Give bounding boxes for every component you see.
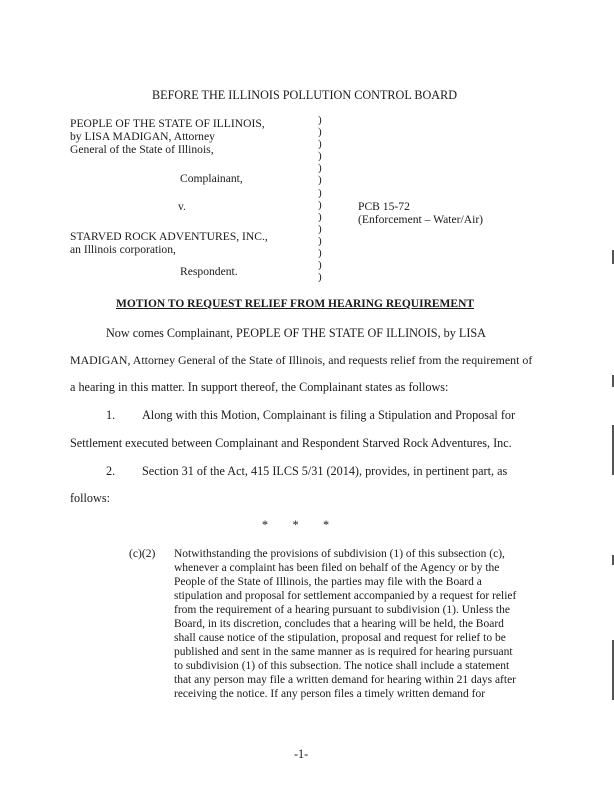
quote-line: receiving the notice. If any person files a timely written demand for xyxy=(174,688,486,700)
caption-paren: ) xyxy=(318,186,322,199)
quote-line: Notwithstanding the provisions of subdivision (1) of this subsection (c), xyxy=(174,548,505,560)
caption-paren: ) xyxy=(318,150,322,163)
motion-title: MOTION TO REQUEST RELIEF FROM HEARING REQUIREMENT xyxy=(116,298,475,310)
quote-line: published and sent in the same manner as is required for hearing pursuant xyxy=(174,646,513,658)
quote-line: Board, in its discretion, concludes that a hearing will be held, the Board xyxy=(174,618,504,630)
paragraph-1-line-2: Settlement executed between Complainant and Respondent Starved Rock Adventures, Inc. xyxy=(70,436,512,450)
case-number: PCB 15-72 xyxy=(358,200,410,213)
paragraph-2-line-2: follows: xyxy=(70,491,110,505)
paragraph-1-number: 1. xyxy=(106,408,116,422)
caption-paren: ) xyxy=(318,114,322,126)
quote-line: to subdivision (1) of this subsection. The notice shall include a statement xyxy=(174,660,510,672)
plaintiff-line-3: General of the State of Illinois, xyxy=(70,143,214,156)
paragraph-1-line-1: Along with this Motion, Complainant is filing a Stipulation and Proposal for xyxy=(142,408,516,422)
caption-paren: ) xyxy=(318,234,322,247)
caption-paren: ) xyxy=(318,174,322,187)
page-number: -1- xyxy=(294,747,309,761)
complainant-label: Complainant, xyxy=(180,172,243,185)
board-title: BEFORE THE ILLINOIS POLLUTION CONTROL BOARD xyxy=(152,88,458,102)
respondent-label: Respondent. xyxy=(180,265,238,278)
caption-paren: ) xyxy=(318,222,322,235)
quote-line: stipulation and proposal for settlement accompanied by a request for relief xyxy=(174,590,517,602)
paragraph-2-number: 2. xyxy=(106,464,116,478)
quote-line: shall cause notice of the stipulation, proposal and request for relief to be xyxy=(174,632,506,644)
defendant-line-1: STARVED ROCK ADVENTURES, INC., xyxy=(70,230,268,243)
caption-paren: ) xyxy=(318,138,322,151)
plaintiff-line-2: by LISA MADIGAN, Attorney xyxy=(70,130,215,143)
versus-label: v. xyxy=(178,200,186,213)
case-type: (Enforcement – Water/Air) xyxy=(358,213,484,226)
intro-line-1: Now comes Complainant, PEOPLE OF THE STATE OF ILLINOIS, by LISA xyxy=(106,326,486,340)
caption-paren: ) xyxy=(318,271,322,284)
caption-paren: ) xyxy=(318,210,322,223)
quote-line: from the requirement of a hearing pursuant to subdivision (1). Unless the xyxy=(174,604,510,616)
caption-paren: ) xyxy=(318,126,322,139)
caption-parentheses xyxy=(318,114,328,283)
caption-paren: ) xyxy=(318,259,322,272)
caption-paren: ) xyxy=(318,247,322,260)
quote-label: (c)(2) xyxy=(129,547,156,560)
intro-line-3: a hearing in this matter. In support thereof, the Complainant states as follows: xyxy=(70,380,449,394)
caption-paren: ) xyxy=(318,162,322,175)
defendant-line-2: an Illinois corporation, xyxy=(70,243,176,256)
plaintiff-line-1: PEOPLE OF THE STATE OF ILLINOIS, xyxy=(70,117,265,130)
quote-line: People of the State of Illinois, the parties may file with the Board a xyxy=(174,576,482,588)
quote-line: that any person may file a written demand for hearing within 21 days after xyxy=(174,674,517,686)
section-asterisks: * * * xyxy=(262,518,330,532)
intro-line-2: MADIGAN, Attorney General of the State of Illinois, and requests relief from the requirement of xyxy=(70,353,533,367)
quote-line: whenever a complaint has been filed on behalf of the Agency or by the xyxy=(174,562,500,574)
caption-paren: ) xyxy=(318,198,322,211)
paragraph-2-line-1: Section 31 of the Act, 415 ILCS 5/31 (2014), provides, in pertinent part, as xyxy=(142,464,508,478)
